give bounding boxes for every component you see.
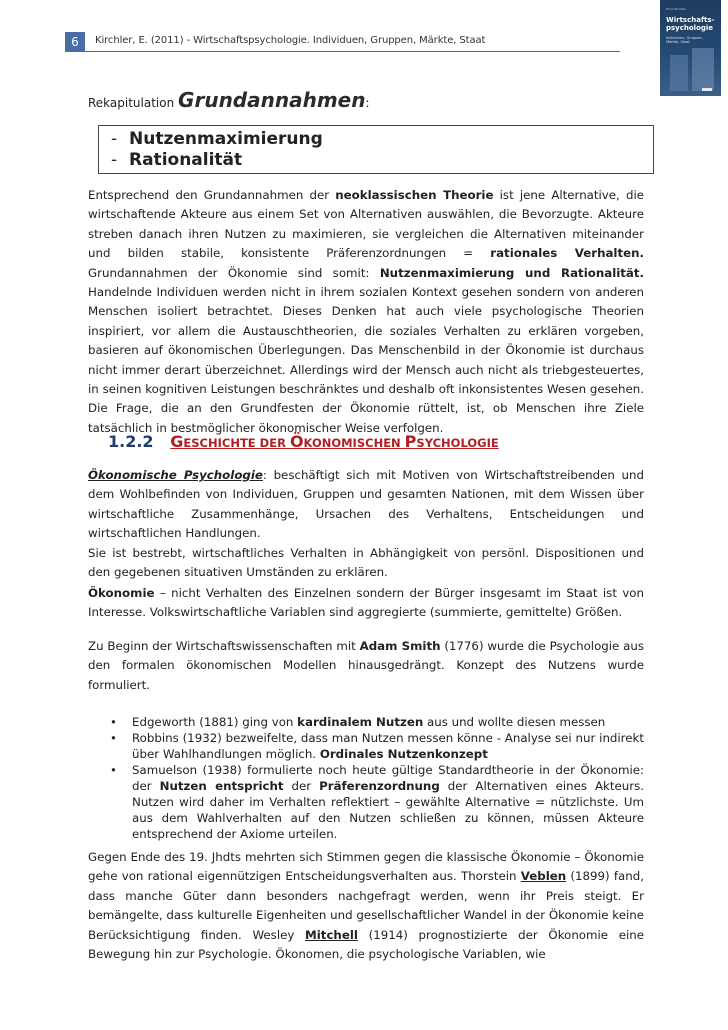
text: (1899) fand, dass manche Güter dann besonders nachgefragt werden, wenn ihr Preis steigt. Er bemängelte, dass kulturelle Eigenheiten und gesellschaftlicher Wandel in der Ökonomie keine Berücksichtigung finden. Wesley bbox=[88, 869, 644, 942]
text: Gegen Ende des 19. Jhdts mehrten sich Stimmen gegen die klassische Ökonomie – Ökonomie gehe von rational eigennützigen Entscheidungsverhalten aus. Thorstein bbox=[88, 850, 644, 884]
text: Handelnde Individuen werden nicht in ihrem sozialen Kontext gesehen sondern von anderen Menschen isoliert betrachtet. Dieses Denken hat auch viele psychologische Theorien inspiriert, vor allem die Austauschtheorien, die soziales Verhalten zu erklären vorgeben, basieren auf ökonomischen Überlegungen. Das Menschenbild in der Ökonomie ist durchaus nicht immer derart überzeichnet. Allerdings wird der Mensch auch nicht als triebgesteuertes, in seinen kognitiven Leistungen beschränktes und deshalb oft inkonsistentes Wesen gesehen. Die Frage, die an den Grundfesten der Ökonomie rüttelt, ist, ob Menschen ihre Ziele tatsächlich in bestmöglicher ökonomischer Weise verfolgen. bbox=[88, 285, 644, 435]
emphasis: Nutzenmaximierung und Rationalität. bbox=[379, 265, 645, 280]
assumption-label: Nutzenmaximierung bbox=[129, 129, 323, 149]
cover-decoration bbox=[670, 55, 688, 91]
title-part: P bbox=[404, 432, 417, 451]
cover-author: Erich Kirchler bbox=[666, 7, 686, 11]
text: ist jene Alternative, die wirtschaftende Akteure aus einem Set von Alternativen auswählen, die Bevorzugte. Akteure streben danach ihren Nutzen zu maximieren, sie vergleichen die Alternativen miteinander und bilden stabile, konsistente Präferenzordnungen = bbox=[88, 188, 644, 261]
recap-prefix: Rekapitulation bbox=[88, 96, 175, 110]
page-number: 6 bbox=[65, 32, 85, 52]
recap-suffix: : bbox=[365, 96, 370, 110]
book-cover-image bbox=[660, 0, 721, 96]
running-title: Kirchler, E. (2011) - Wirtschaftspsychologie. Individuen, Gruppen, Märkte, Staat bbox=[95, 35, 486, 46]
cover-title-line2: psychologie bbox=[666, 24, 714, 32]
title-part: G bbox=[170, 432, 184, 451]
assumption-item bbox=[111, 150, 242, 170]
list-item: • Robbins (1932) bezweifelte, dass man Nutzen messen könne - Analyse sei nur indirekt über Wahlhandlungen möglich. Ordinales Nutzenkonzept bbox=[106, 730, 644, 762]
section-title bbox=[170, 432, 499, 451]
cover-decoration bbox=[692, 48, 714, 91]
header-rule bbox=[85, 51, 620, 52]
emphasis: neoklassischen Theorie bbox=[335, 188, 494, 202]
recap-title: Grundannahmen bbox=[178, 88, 366, 112]
paragraph-adam-smith bbox=[88, 637, 644, 695]
cover-title bbox=[666, 16, 714, 32]
emphasis: rationales Verhalten. bbox=[490, 246, 644, 261]
title-part: SYCHOLOGIE bbox=[416, 436, 499, 450]
publisher-logo bbox=[702, 88, 712, 91]
cover-title-line1: Wirtschafts- bbox=[666, 16, 715, 24]
defined-term: Ökonomie bbox=[88, 586, 155, 600]
section-heading bbox=[108, 432, 499, 451]
utility-theory-list bbox=[106, 714, 644, 842]
text: : beschäftigt sich mit Motiven von Wirtschaftstreibenden und dem Wohlbefinden von Individuen, Gruppen und gesamten Nationen, mit dem Wissen über wirtschaftliche Zusammenhänge, Ursachen des Verhaltens, Entscheidungen und wirtschaftlichen Handlungen. bbox=[88, 468, 644, 541]
text: Grundannahmen der Ökonomie sind somit: bbox=[88, 265, 380, 280]
assumption-item bbox=[111, 129, 323, 149]
text: Entsprechend den Grundannahmen der bbox=[88, 188, 336, 202]
title-part: Ö bbox=[289, 432, 304, 451]
assumption-dash: - bbox=[111, 150, 118, 170]
list-item: • Samuelson (1938) formulierte noch heute gültige Standardtheorie in der Ökonomie: der Nutzen entspricht der Präferenzordnung der Alternativen eines Akteurs. Nutzen wird daher im Verhalten reflektiert – gewählte Alternative = nützlichste. Um aus dem Wahlverhalten auf den Nutzen schließen zu können, müssen Akteure entsprechend der Axiome urteilen. bbox=[106, 762, 644, 842]
title-part: KONOMISCHEN bbox=[303, 436, 405, 450]
assumption-dash: - bbox=[111, 129, 118, 149]
title-part: ESCHICHTE DER bbox=[183, 436, 290, 450]
assumptions-box bbox=[98, 125, 654, 174]
text: Zu Beginn der Wirtschaftswissenschaften mit bbox=[88, 639, 360, 653]
paragraph-neoclassical bbox=[88, 186, 644, 438]
text: (1914) prognostizierte der Ökonomie eine Bewegung hin zur Psychologie. Ökonomen, die psychologische Variablen, wie bbox=[88, 927, 644, 962]
paragraph-economics bbox=[88, 584, 644, 623]
running-header bbox=[65, 32, 625, 52]
person-name: Adam Smith bbox=[359, 639, 441, 653]
defined-term: Ökonomische Psychologie bbox=[88, 468, 263, 482]
person-name: Mitchell bbox=[305, 927, 358, 942]
assumption-label: Rationalität bbox=[129, 150, 243, 170]
section-number: 1.2.2 bbox=[108, 432, 154, 451]
recap-line bbox=[88, 88, 370, 112]
cover-subtitle: Individuen, Gruppen, Märkte, Staat bbox=[666, 36, 703, 44]
list-item: • Edgeworth (1881) ging von kardinalem Nutzen aus und wollte diesen messen bbox=[106, 714, 644, 730]
paragraph-economic-psychology bbox=[88, 466, 644, 582]
text: (1776) wurde die Psychologie aus den formalen ökonomischen Modellen hinausgedrängt. Konzept des Nutzens wurde formuliert. bbox=[88, 639, 644, 692]
text: – nicht Verhalten des Einzelnen sondern der Bürger insgesamt im Staat ist von Interesse. Volkswirtschaftliche Variablen sind aggregierte (summierte, gemittelte) Größen. bbox=[88, 586, 644, 620]
paragraph-criticism bbox=[88, 848, 644, 964]
person-name: Veblen bbox=[520, 869, 567, 884]
text: Sie ist bestrebt, wirtschaftliches Verhalten in Abhängigkeit von persönl. Dispositionen und den gegebenen situativen Umständen zu erklären. bbox=[88, 545, 644, 580]
